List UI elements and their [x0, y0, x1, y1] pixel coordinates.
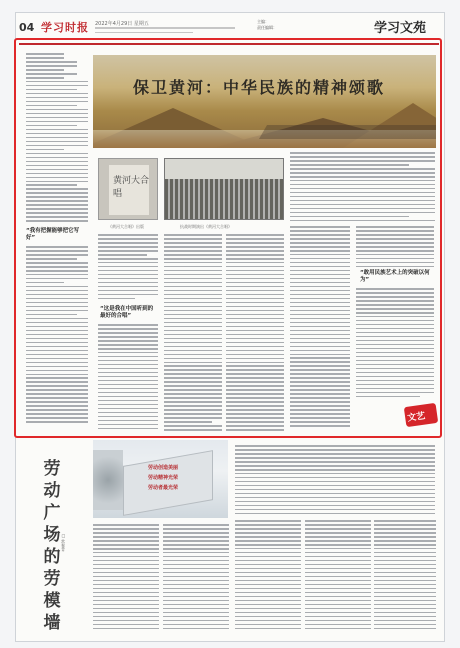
editor-credits — [257, 19, 277, 31]
page-number: 04 — [19, 21, 35, 34]
header-text-lines — [95, 27, 235, 36]
section-title: 学习文苑 — [374, 21, 427, 36]
lower-article-text — [305, 520, 371, 632]
book-cover-title: 黄河大合唱 — [113, 176, 150, 199]
stamp-text: 文艺 — [406, 411, 426, 424]
byline: □ 常春青 — [61, 533, 66, 552]
article-title: 劳动广场的劳模墙 — [43, 459, 61, 633]
editor-line: 主编： — [257, 19, 269, 24]
lower-article-text — [374, 520, 436, 632]
subhead: “敢用民族艺术上的突破以何为” — [360, 270, 430, 283]
lower-article-text — [93, 524, 159, 632]
subhead: “我有把握能够把它写好” — [26, 228, 80, 241]
editor-line: 责任编辑： — [257, 25, 277, 30]
wall-inscription: 劳动者最光荣 — [148, 485, 179, 491]
wall-inscription: 劳动创造美丽 — [148, 465, 179, 471]
lower-article-text — [235, 520, 301, 632]
lower-article-text — [163, 524, 229, 632]
banner-title: 保卫黄河：中华民族的精神颂歌 — [133, 78, 386, 97]
photo-caption: 抗战时期演出《黄河大合唱》 — [180, 224, 232, 229]
paper-logo: 学习时报 — [41, 21, 89, 34]
lower-article-text — [235, 445, 435, 517]
subhead: “这是我在中国听到的最好的合唱” — [100, 306, 154, 319]
wall-inscription: 劳动精神光荣 — [148, 475, 179, 481]
highlight-frame — [14, 38, 442, 438]
issue-date: 2022年4月29日 星期五 — [95, 21, 149, 27]
photo-caption: 《黄河大合唱》出版 — [108, 224, 144, 229]
labor-wall-photo — [93, 440, 228, 518]
